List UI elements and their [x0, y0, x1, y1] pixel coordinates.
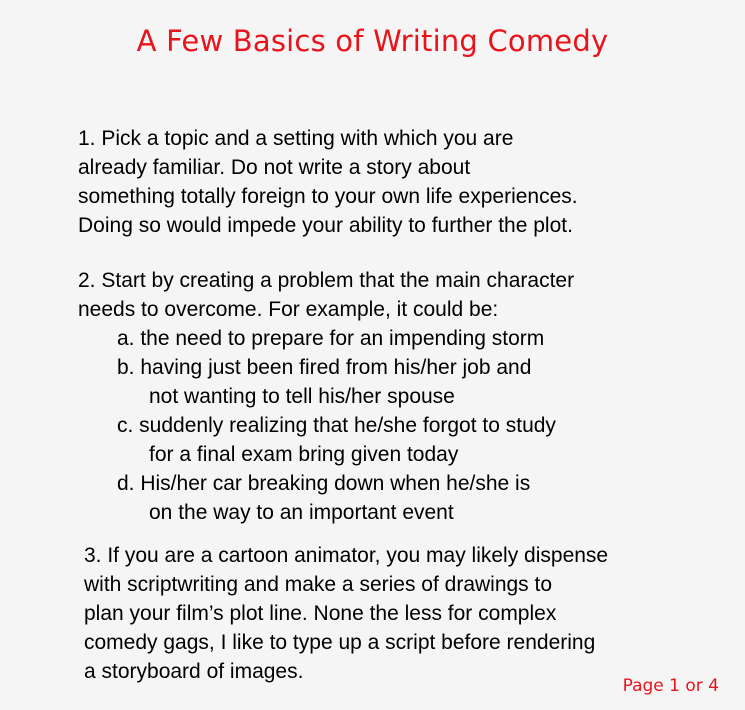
- tip-1-line: 1. Pick a topic and a setting with which you are: [78, 127, 514, 150]
- example-b-continuation: not wanting to tell his/her spouse: [149, 385, 455, 408]
- example-b: [117, 353, 556, 411]
- example-a-text: a. the need to prepare for an impending storm: [117, 327, 545, 350]
- tip-3-line: plan your film’s plot line. None the less for complex: [84, 602, 557, 625]
- tip-2-line: 2. Start by creating a problem that the main character: [78, 269, 575, 292]
- example-d: [117, 469, 556, 527]
- tip-3: [84, 541, 608, 686]
- tip-3-line: with scriptwriting and make a series of drawings to: [84, 573, 553, 596]
- tip-2: [78, 266, 574, 324]
- tip-1-line: Doing so would impede your ability to further the plot.: [78, 214, 573, 237]
- example-a: [117, 324, 556, 353]
- example-d-continuation: on the way to an important event: [149, 501, 454, 524]
- page-title: A Few Basics of Writing Comedy: [136, 24, 609, 58]
- tip-2-examples: [117, 324, 556, 527]
- tip-3-line: 3. If you are a cartoon animator, you may likely dispense: [84, 544, 609, 567]
- tip-3-line: comedy gags, I like to type up a script before rendering: [84, 631, 596, 654]
- example-c-continuation: for a final exam bring given today: [149, 443, 459, 466]
- example-d-text: d. His/her car breaking down when he/she is: [117, 472, 531, 495]
- tip-1-line: something totally foreign to your own life experiences.: [78, 185, 578, 208]
- example-b-text: b. having just been fired from his/her job and: [117, 356, 532, 379]
- tip-1-line: already familiar. Do not write a story about: [78, 156, 471, 179]
- example-c-text: c. suddenly realizing that he/she forgot to study: [117, 414, 556, 437]
- tip-3-line: a storyboard of images.: [84, 660, 304, 683]
- tip-2-line: needs to overcome. For example, it could be:: [78, 298, 499, 321]
- page-indicator: Page 1 or 4: [622, 676, 719, 696]
- tip-1: [78, 124, 578, 240]
- example-c: [117, 411, 556, 469]
